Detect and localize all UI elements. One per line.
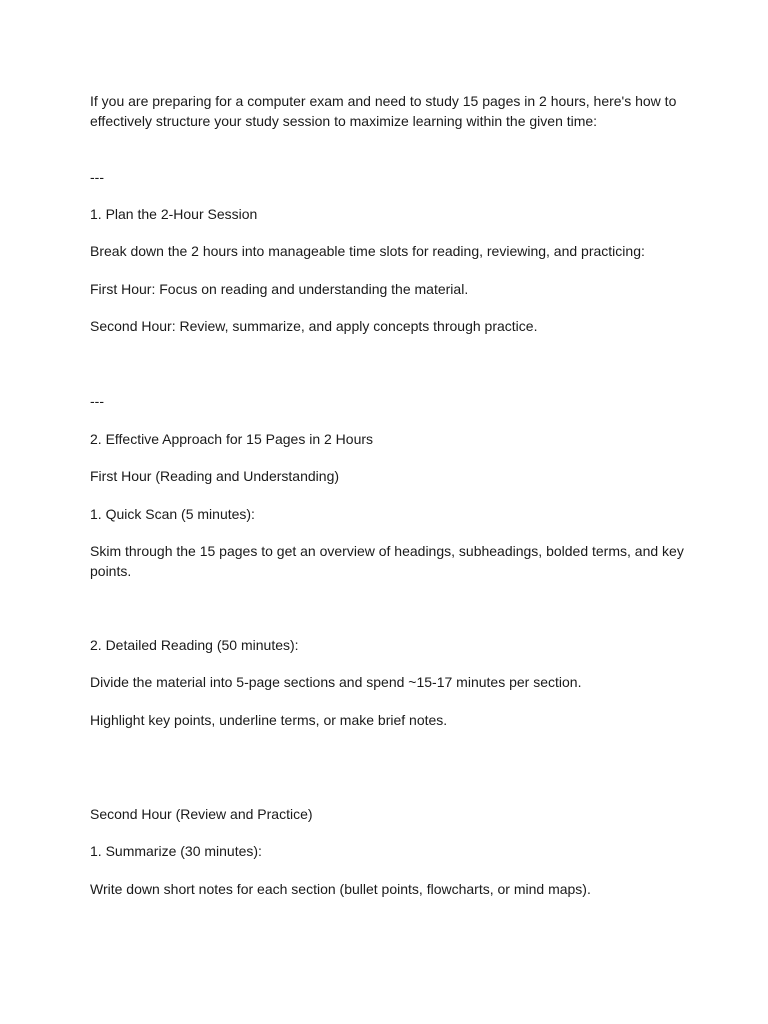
section-1-heading: 1. Plan the 2-Hour Session <box>90 206 258 222</box>
summarize-text: Write down short notes for each section (bullet points, flowcharts, or mind maps). <box>90 881 591 897</box>
quick-scan-heading: 1. Quick Scan (5 minutes): <box>90 506 255 522</box>
summarize-heading: 1. Summarize (30 minutes): <box>90 843 262 859</box>
second-hour-heading: Second Hour (Review and Practice) <box>90 806 313 822</box>
quick-scan-text: Skim through the 15 pages to get an overview of headings, subheadings, bolded terms, and key points. <box>90 543 684 579</box>
section-1-text: Break down the 2 hours into manageable time slots for reading, reviewing, and practicing: <box>90 243 645 259</box>
second-hour-line: Second Hour: Review, summarize, and apply concepts through practice. <box>90 318 538 334</box>
first-hour-line: First Hour: Focus on reading and understanding the material. <box>90 281 469 297</box>
detailed-reading-heading: 2. Detailed Reading (50 minutes): <box>90 637 299 653</box>
separator: --- <box>90 393 104 409</box>
detailed-reading-text: Highlight key points, underline terms, or make brief notes. <box>90 712 448 728</box>
intro-paragraph: If you are preparing for a computer exam and need to study 15 pages in 2 hours, here's how to effectively structure your study session to maximize learning within the given time: <box>90 93 677 129</box>
section-2-heading: 2. Effective Approach for 15 Pages in 2 Hours <box>90 431 374 447</box>
first-hour-heading: First Hour (Reading and Understanding) <box>90 468 340 484</box>
detailed-reading-text: Divide the material into 5-page sections and spend ~15-17 minutes per section. <box>90 674 582 690</box>
separator: --- <box>90 169 104 185</box>
